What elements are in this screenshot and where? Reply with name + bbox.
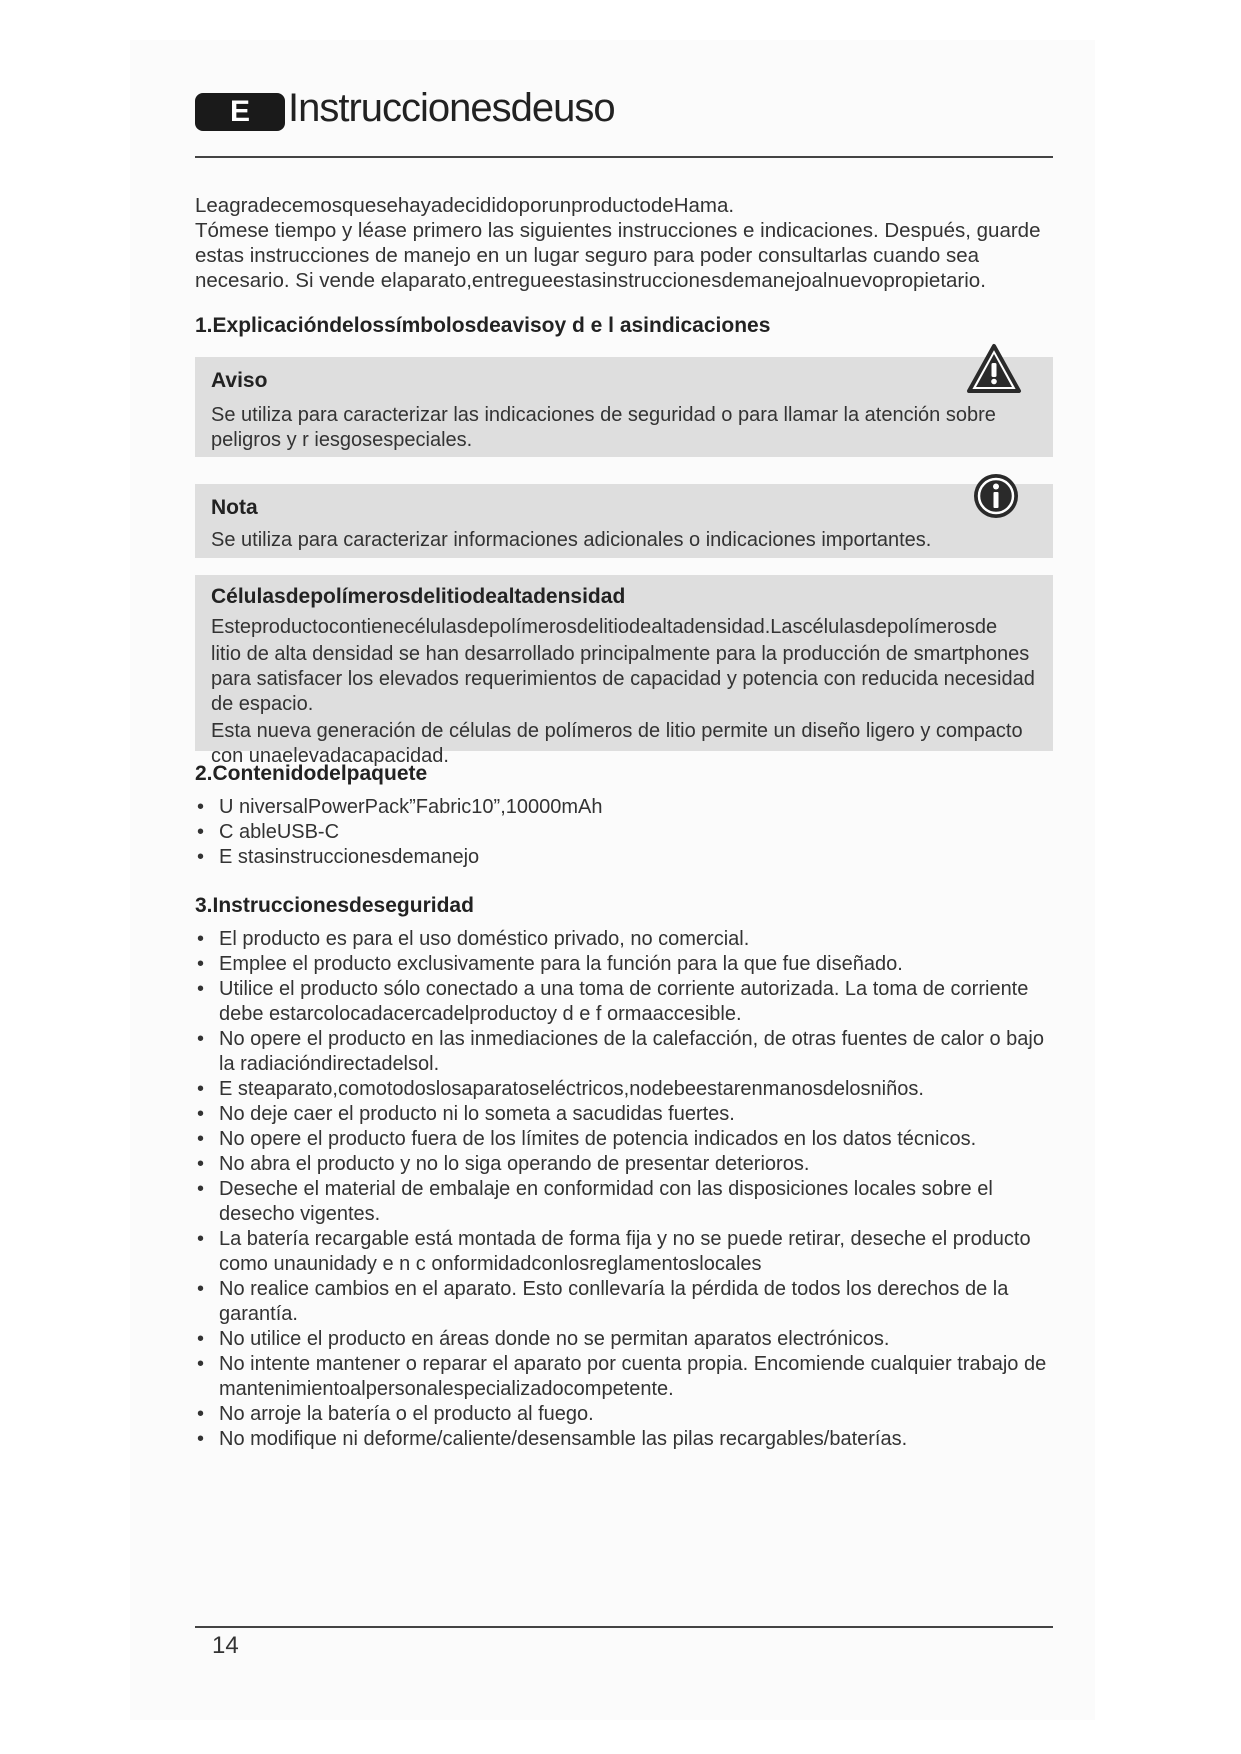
warning-triangle-icon <box>966 343 1022 395</box>
list-item: • C ableUSB-C <box>195 820 1065 845</box>
lithium-cells-text: Esteproductocontienecélulasdepolímerosdelitiodealtadensidad.Lascélulasdepolímerosde <box>211 616 998 638</box>
warning-title: Aviso <box>211 369 268 392</box>
header-divider <box>195 156 1053 158</box>
list-item: • No opere el producto en las inmediaciones de la calefacción, de otras fuentes de calor o bajo la radiacióndirectadelsol. <box>195 1027 1065 1077</box>
list-item: • No arroje la batería o el producto al fuego. <box>195 1402 1065 1427</box>
list-item: • Emplee el producto exclusivamente para la función para la que fue diseñado. <box>195 952 1065 977</box>
lithium-cells-box <box>195 575 1053 767</box>
list-item: • No utilice el producto en áreas donde no se permitan aparatos electrónicos. <box>195 1327 1065 1352</box>
list-item: • No abra el producto y no lo siga operando de presentar deterioros. <box>195 1152 1065 1177</box>
warning-text: Se utiliza para caracterizar las indicaciones de seguridad o para llamar la atención sobre peligros y r iesgosespeciales. <box>211 404 996 451</box>
section-1-title: 1.Explicacióndelossímbolosdeavisoy d e l asindicaciones <box>195 314 771 337</box>
language-badge: E <box>195 93 285 131</box>
list-item: • U niversalPowerPack”Fabric10”,10000mAh <box>195 795 1065 820</box>
page-number: 14 <box>212 1632 239 1659</box>
info-circle-icon <box>972 472 1020 520</box>
list-item: • No opere el producto fuera de los límites de potencia indicados en los datos técnicos. <box>195 1127 1065 1152</box>
list-item: • No modifique ni deforme/caliente/desensamble las pilas recargables/baterías. <box>195 1427 1065 1452</box>
intro-text <box>195 193 1060 293</box>
note-title: Nota <box>211 496 258 519</box>
list-item: • E steaparato,comotodoslosaparatoseléctricos,nodebeestarenmanosdelosniños. <box>195 1077 1065 1102</box>
intro-paragraph: Tómese tiempo y léase primero las siguientes instrucciones e indicaciones. Después, guarde estas instrucciones de manejo en un lugar seguro para poder consultarlas cuando sea necesario. Si vende elaparato,entregueestasinstruccionesdemanejoalnuevopropietario. <box>195 219 1041 292</box>
list-item: • Utilice el producto sólo conectado a una toma de corriente autorizada. La toma de corriente debe estarcolocadacercadelproductoy d e f ormaaccesible. <box>195 977 1065 1027</box>
lithium-cells-text: Esta nueva generación de células de polímeros de litio permite un diseño ligero y compacto con unaelevadacapacidad. <box>211 720 1023 767</box>
list-item: • No intente mantener o reparar el aparato por cuenta propia. Encomiende cualquier trabajo de mantenimientoalpersonalespecializadocompetente. <box>195 1352 1065 1402</box>
warning-box <box>195 357 1053 457</box>
list-item: • No deje caer el producto ni lo someta a sacudidas fuertes. <box>195 1102 1065 1127</box>
package-contents-list <box>195 795 1065 870</box>
note-text: Se utiliza para caracterizar informaciones adicionales o indicaciones importantes. <box>211 529 932 551</box>
list-item: • Deseche el material de embalaje en conformidad con las disposiciones locales sobre el desecho vigentes. <box>195 1177 1065 1227</box>
list-item: • E stasinstruccionesdemanejo <box>195 845 1065 870</box>
note-box <box>195 484 1053 558</box>
list-item: • No realice cambios en el aparato. Esto conllevaría la pérdida de todos los derechos de la garantía. <box>195 1277 1065 1327</box>
lithium-cells-title: Célulasdepolímerosdelitiodealtadensidad <box>211 585 626 608</box>
page-title: Instruccionesdeuso <box>288 86 615 130</box>
section-3-title: 3.Instruccionesdeseguridad <box>195 894 474 917</box>
list-item: • La batería recargable está montada de forma fija y no se puede retirar, deseche el producto como unaunidady e n c onformidadconlosreglamentoslocales <box>195 1227 1065 1277</box>
lithium-cells-text: litio de alta densidad se han desarrollado principalmente para la producción de smartphones para satisfacer los elevados requerimientos de capacidad y potencia con reducida necesidad de espacio. <box>211 643 1035 715</box>
intro-paragraph: LeagradecemosquesehayadecididoporunproductodeHama. <box>195 194 735 217</box>
list-item: • El producto es para el uso doméstico privado, no comercial. <box>195 927 1065 952</box>
footer-divider <box>195 1626 1053 1628</box>
section-2-title: 2.Contenidodelpaquete <box>195 762 428 785</box>
page-header <box>195 86 1053 162</box>
safety-instructions-list <box>195 927 1065 1452</box>
